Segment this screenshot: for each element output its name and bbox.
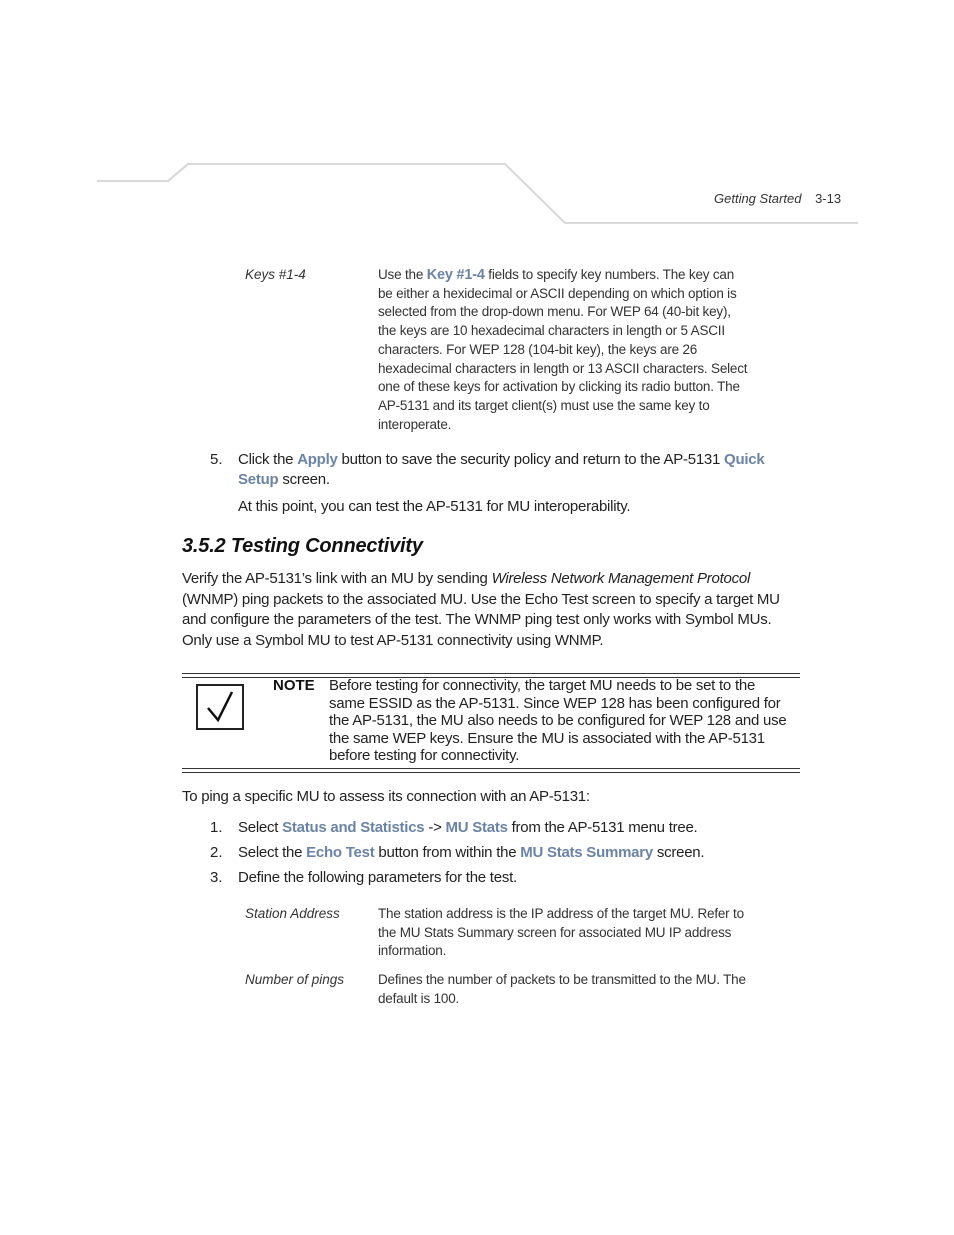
number-of-pings-term: Number of pings: [245, 972, 345, 987]
note-top-rule: [182, 673, 800, 674]
note-text: Before testing for connectivity, the target MU needs to be set to the same ESSID as the AP-5131. Since WEP 128 has been configured for the AP-5131, the MU also needs to be configured for WEP 128 and use the same WEP keys. Ensure the MU is associated with the AP-5131 before testing for connectivity.: [329, 677, 787, 764]
keys-term: Keys #1-4: [245, 267, 306, 282]
page-number: 3-13: [815, 191, 842, 206]
step-5-followup: At this point, you can test the AP-5131 for MU interoperability.: [238, 498, 631, 515]
checkmark-icon: [196, 684, 244, 730]
note-bottom-rule: [182, 768, 800, 769]
keys-desc-prefix: Use the: [378, 267, 427, 282]
quick-setup-link[interactable]: Quick Setup: [238, 451, 765, 488]
step-5-text: [238, 450, 803, 490]
echo-test-link[interactable]: Echo Test: [306, 844, 375, 861]
step-2-number: 2.: [210, 844, 223, 861]
step-2-t2: button from within the: [374, 844, 521, 861]
intro-part-1: Verify the AP-5131’s link with an MU by sending: [182, 570, 492, 587]
note-bottom-rule-2: [182, 772, 800, 773]
step-1-number: 1.: [210, 819, 223, 836]
intro-italic: Wireless Network Management Protocol: [491, 570, 751, 587]
running-header: [714, 191, 841, 206]
ping-intro: To ping a specific MU to assess its connection with an AP-5131:: [182, 788, 590, 805]
step-1-t3: from the AP-5131 menu tree.: [507, 819, 698, 836]
station-address-desc: The station address is the IP address of the target MU. Refer to the MU Stats Summary screen for associated MU IP address information.: [378, 906, 744, 959]
mu-stats-link[interactable]: MU Stats: [445, 819, 508, 836]
step-3-text: Define the following parameters for the test.: [238, 869, 517, 886]
step-5-text-1: Click the: [238, 451, 298, 468]
key-1-4-link[interactable]: Key #1-4: [426, 267, 485, 283]
mu-stats-summary-link[interactable]: MU Stats Summary: [520, 844, 653, 861]
step-5-number: 5.: [210, 451, 223, 468]
apply-link[interactable]: Apply: [297, 451, 338, 468]
keys-desc-suffix: fields to specify key numbers. The key can be either a hexidecimal or ASCII depending on which option is selected from the drop-down menu. For WEP 64 (40-bit key), the keys are 10 hexadecimal characters in length or 5 ASCII characters. For WEP 128 (104-bit key), the keys are 26 hexadecimal characters in length or 13 ASCII characters. Select one of these keys for activation by clicking its radio button. The AP-5131 and its target client(s) must use the same key to interoperate.: [378, 267, 748, 432]
section-heading: 3.5.2 Testing Connectivity: [182, 535, 423, 557]
number-of-pings-desc: Defines the number of packets to be transmitted to the MU. The default is 100.: [378, 972, 746, 1006]
running-header-section: Getting Started: [714, 191, 802, 206]
intro-part-2: (WNMP) ping packets to the associated MU. Use the Echo Test screen to specify a target MU and configure the parameters of the test. The WNMP ping test only works with Symbol MUs. Only use a Symbol MU to test AP-5131 connectivity using WNMP.: [182, 590, 780, 649]
step-1-t1: Select: [238, 819, 283, 836]
step-5-text-3: screen.: [278, 471, 330, 488]
step-2-t3: screen.: [652, 844, 705, 861]
step-1-t2: ->: [424, 819, 446, 836]
status-and-statistics-link[interactable]: Status and Statistics: [282, 819, 425, 836]
step-1-text: [238, 818, 697, 838]
section-intro: [182, 569, 802, 651]
station-address-term: Station Address: [245, 906, 340, 921]
step-3-number: 3.: [210, 869, 223, 886]
note-label: NOTE: [273, 677, 315, 694]
keys-description: [378, 266, 748, 434]
step-2-t1: Select the: [238, 844, 307, 861]
step-5-text-2: button to save the security policy and return to the AP-5131: [337, 451, 725, 468]
step-2-text: [238, 843, 704, 863]
